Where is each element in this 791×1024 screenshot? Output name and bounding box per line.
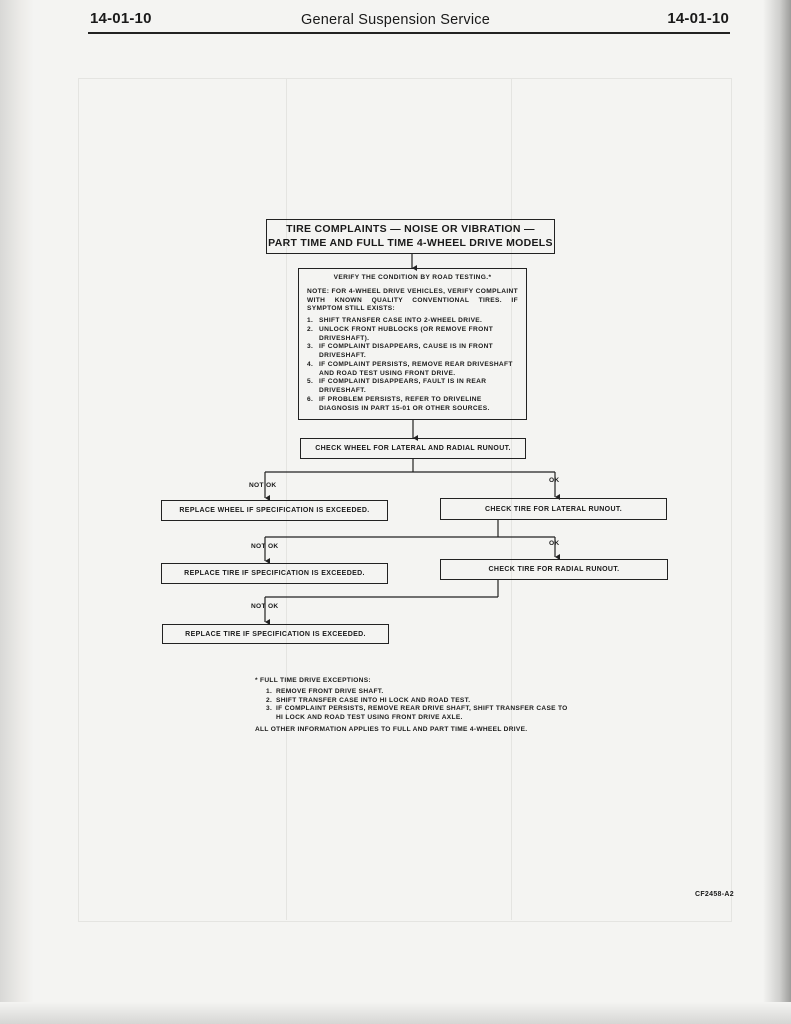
- footnote-item: 2. SHIFT TRANSFER CASE INTO HI LOCK AND ROAD TEST.: [266, 696, 471, 704]
- footnote-item: 3. IF COMPLAINT PERSISTS, REMOVE REAR DRIVE SHAFT, SHIFT TRANSFER CASE TO HI LOCK AND ROAD TEST USING FRONT DRIVE AXLE.: [266, 705, 568, 722]
- verify-step: 5. IF COMPLAINT DISAPPEARS, FAULT IS IN REAR DRIVESHAFT.: [307, 378, 487, 395]
- page-number-right: 14-01-10: [667, 10, 729, 27]
- page-title: General Suspension Service: [301, 12, 490, 28]
- check-tire-radial-box: CHECK TIRE FOR RADIAL RUNOUT.: [440, 559, 668, 580]
- ok-label-1: OK: [549, 477, 560, 484]
- flowchart-title-line-1: TIRE COMPLAINTS — NOISE OR VIBRATION —: [286, 223, 535, 236]
- not-ok-label-3: NOT OK: [251, 603, 279, 610]
- replace-tire-box-2: REPLACE TIRE IF SPECIFICATION IS EXCEEDED.: [162, 624, 389, 644]
- verify-steps: [307, 317, 518, 413]
- replace-wheel-box: REPLACE WHEEL IF SPECIFICATION IS EXCEEDED.: [161, 500, 388, 521]
- figure-id: CF2458-A2: [695, 891, 734, 898]
- verify-note: NOTE: FOR 4-WHEEL DRIVE VEHICLES, VERIFY COMPLAINT WITH KNOWN QUALITY CONVENTIONAL TIRES. IF SYMPTOM STILL EXISTS:: [307, 287, 518, 313]
- ok-label-2: OK: [549, 540, 560, 547]
- not-ok-label-1: NOT OK: [249, 482, 277, 489]
- verify-step: 4. IF COMPLAINT PERSISTS, REMOVE REAR DRIVESHAFT AND ROAD TEST USING FRONT DRIVE.: [307, 360, 513, 377]
- footnote-items: [255, 688, 576, 723]
- replace-tire-box-1: REPLACE TIRE IF SPECIFICATION IS EXCEEDED.: [161, 563, 388, 584]
- verify-heading: VERIFY THE CONDITION BY ROAD TESTING.*: [333, 274, 492, 281]
- verify-condition-box: [298, 268, 527, 420]
- verify-step: 1. SHIFT TRANSFER CASE INTO 2-WHEEL DRIVE.: [307, 317, 483, 325]
- check-wheel-box: CHECK WHEEL FOR LATERAL AND RADIAL RUNOUT.: [300, 438, 526, 459]
- verify-step: 2. UNLOCK FRONT HUBLOCKS (OR REMOVE FRONT DRIVESHAFT).: [307, 325, 494, 342]
- footnote-item: 1. REMOVE FRONT DRIVE SHAFT.: [266, 687, 384, 695]
- footnote-heading: * FULL TIME DRIVE EXCEPTIONS:: [255, 677, 371, 684]
- flowchart-title-line-2: PART TIME AND FULL TIME 4-WHEEL DRIVE MODELS: [268, 236, 553, 249]
- not-ok-label-2: NOT OK: [251, 543, 279, 550]
- flowchart-title-box: [266, 219, 555, 254]
- check-tire-lateral-box: CHECK TIRE FOR LATERAL RUNOUT.: [440, 498, 667, 520]
- verify-step: 3. IF COMPLAINT DISAPPEARS, CAUSE IS IN FRONT DRIVESHAFT.: [307, 343, 494, 360]
- page-number-left: 14-01-10: [90, 10, 152, 27]
- verify-step: 6. IF PROBLEM PERSISTS, REFER TO DRIVELINE DIAGNOSIS IN PART 15-01 OR OTHER SOURCES.: [307, 395, 490, 412]
- footnote-final: ALL OTHER INFORMATION APPLIES TO FULL AND PART TIME 4-WHEEL DRIVE.: [255, 725, 528, 733]
- footnote: [255, 677, 576, 735]
